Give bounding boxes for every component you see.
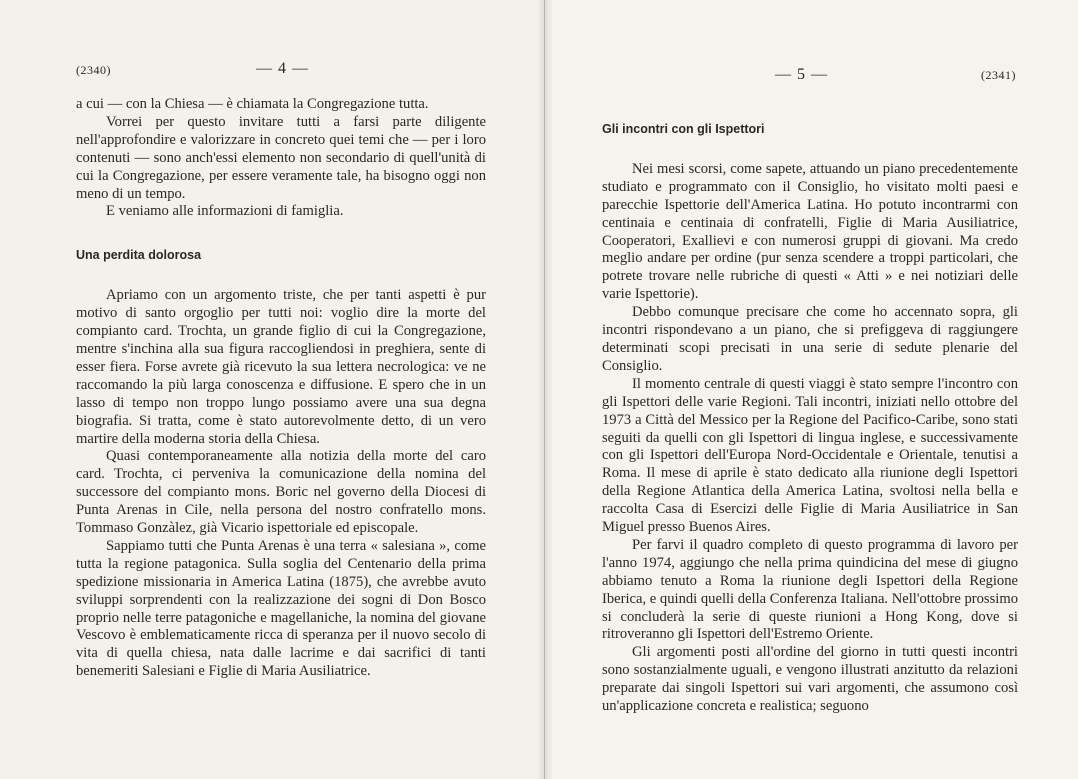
right-section-paragraph: Per farvi il quadro completo di questo programma di lavoro per l'anno 1974, aggiungo che nella prima quindicina del mese di giugno abbiamo tenuto a Roma la riunione degli Ispettori della Regione Iberica, e quindi quelli della Conferenza Italiana. Nell'ottobre prossimo si concluderà la serie di queste riunioni a Hong Kong, dove si ritroveranno gli Ispettori dell'Estremo Oriente.: [602, 536, 1018, 643]
right-text-column: [602, 121, 1018, 716]
right-section-paragraph: Nei mesi scorsi, come sapete, attuando un piano precedentemente studiato e programmato con il Consiglio, ho visitato molti paesi e parecchie Ispettorie dell'America Latina. Ho potuto incontrarmi con centinaia e centinaia di confratelli, Figlie di Maria Ausiliatrice, Cooperatori, Exallievi e con numerosi gruppi di giovani. Ma credo meglio andare per ordine (pur senza scendere a troppi particolari, che potrete trovare nelle rubriche di questi « Atti » e nei notiziari delle varie Ispettorie).: [602, 160, 1018, 303]
left-intro-paragraph: E veniamo alle informazioni di famiglia.: [106, 203, 344, 220]
right-folio: (2341): [981, 68, 1016, 82]
left-intro-paragraph: a cui — con la Chiesa — è chiamata la Congregazione tutta.: [76, 96, 429, 112]
left-page-number: — 4 —: [256, 60, 309, 77]
left-intro-paragraph: Vorrei per questo invitare tutti a farsi parte diligente nell'approfondire e valorizzare in concreto quei temi che — per i loro contenuti — sono anch'essi elemento non secondario di quell'unità di cui la Congregazione, per essere veramente tale, ha bisogno oggi non meno di un tempo.: [76, 113, 486, 202]
right-page-number: — 5 —: [775, 66, 828, 83]
left-folio: (2340): [76, 63, 111, 77]
right-page: [545, 0, 1078, 779]
left-section-paragraph: Quasi contemporaneamente alla notizia della morte del caro card. Trochta, ci perveniva la comunicazione della nomina del successore del compianto mons. Boric nel governo della Diocesi di Punta Arenas in Cile, nella persona del nostro confratello mons. Tommaso Gonzàlez, già Vicario ispettoriale ed episcopale.: [76, 448, 486, 537]
right-section-paragraph: Gli argomenti posti all'ordine del giorno in tutti questi incontri sono sostanzialmente uguali, e vengono illustrati anzitutto da relazioni preparate dai singoli Ispettori sui vari argomenti, che assumono così un'applicazione concreta e realistica; seguono: [602, 644, 1018, 715]
right-section-paragraph: Il momento centrale di questi viaggi è stato sempre l'incontro con gli Ispettori delle varie Regioni. Tali incontri, iniziati nello ottobre del 1973 a Città del Messico per la Regione del Pacifico-Caribe, sono stati seguiti da quelli con gli Ispettori di lingua inglese, e successivamente con gli Ispettori dell'Europa Nord-Occidentale e Orientale, tenutisi a Roma. Il mese di aprile è stato dedicato alla riunione degli Ispettori della Regione Atlantica della America Latina, svoltosi nella bella e raccolta Casa di Esercizi delle Figlie di Maria Ausiliatrice in San Miguel presso Buenos Aires.: [602, 375, 1018, 536]
section-heading-gli-incontri: Gli incontri con gli Ispettori: [602, 122, 765, 136]
left-section-paragraph: Apriamo con un argomento triste, che per tanti aspetti è pur motivo di santo orgoglio per tutti noi: voglio dire la morte del compianto card. Trochta, un grande figlio di cui la Congregazione, mentre s'inchina alla sua figura raccogliendosi in preghiera, sente di esser fiera. Forse avrete già ricevuto la sua lettera necrologica: ve ne raccomando la più larga conoscenza e diffusione. E spero che in un lasso di tempo non troppo lungo possiamo avere una sua degna biografia. Si tratta, come è stato autorevolmente detto, di un vero martire della moderna storia della Chiesa.: [76, 287, 486, 447]
section-heading-una-perdita-dolorosa: Una perdita dolorosa: [76, 248, 202, 263]
left-text-column: [76, 96, 486, 681]
left-section-paragraph: Sappiamo tutti che Punta Arenas è una terra « salesiana », come tutta la regione patagonica. Sulla soglia del Centenario della prima spedizione missionaria in America Latina (1875), che avrebbe avuto sviluppi sorprendenti con la realizzazione dei sogni di Don Bosco proprio nelle terre patagoniche e magellaniche, la nomina del giovane Vescovo è emblematicamente ricca di speranza per il nuovo secolo di vita di quella chiesa, nata dalle lacrime e dai sacrifici di tanti benemeriti Salesiani e Figlie di Maria Ausiliatrice.: [76, 537, 486, 680]
right-section-paragraph: Debbo comunque precisare che come ho accennato sopra, gli incontri rispondevano a un piano, che si prefiggeva di raggiungere determinati scopi precisati in una serie di sedute plenarie del Consiglio.: [602, 304, 1018, 374]
